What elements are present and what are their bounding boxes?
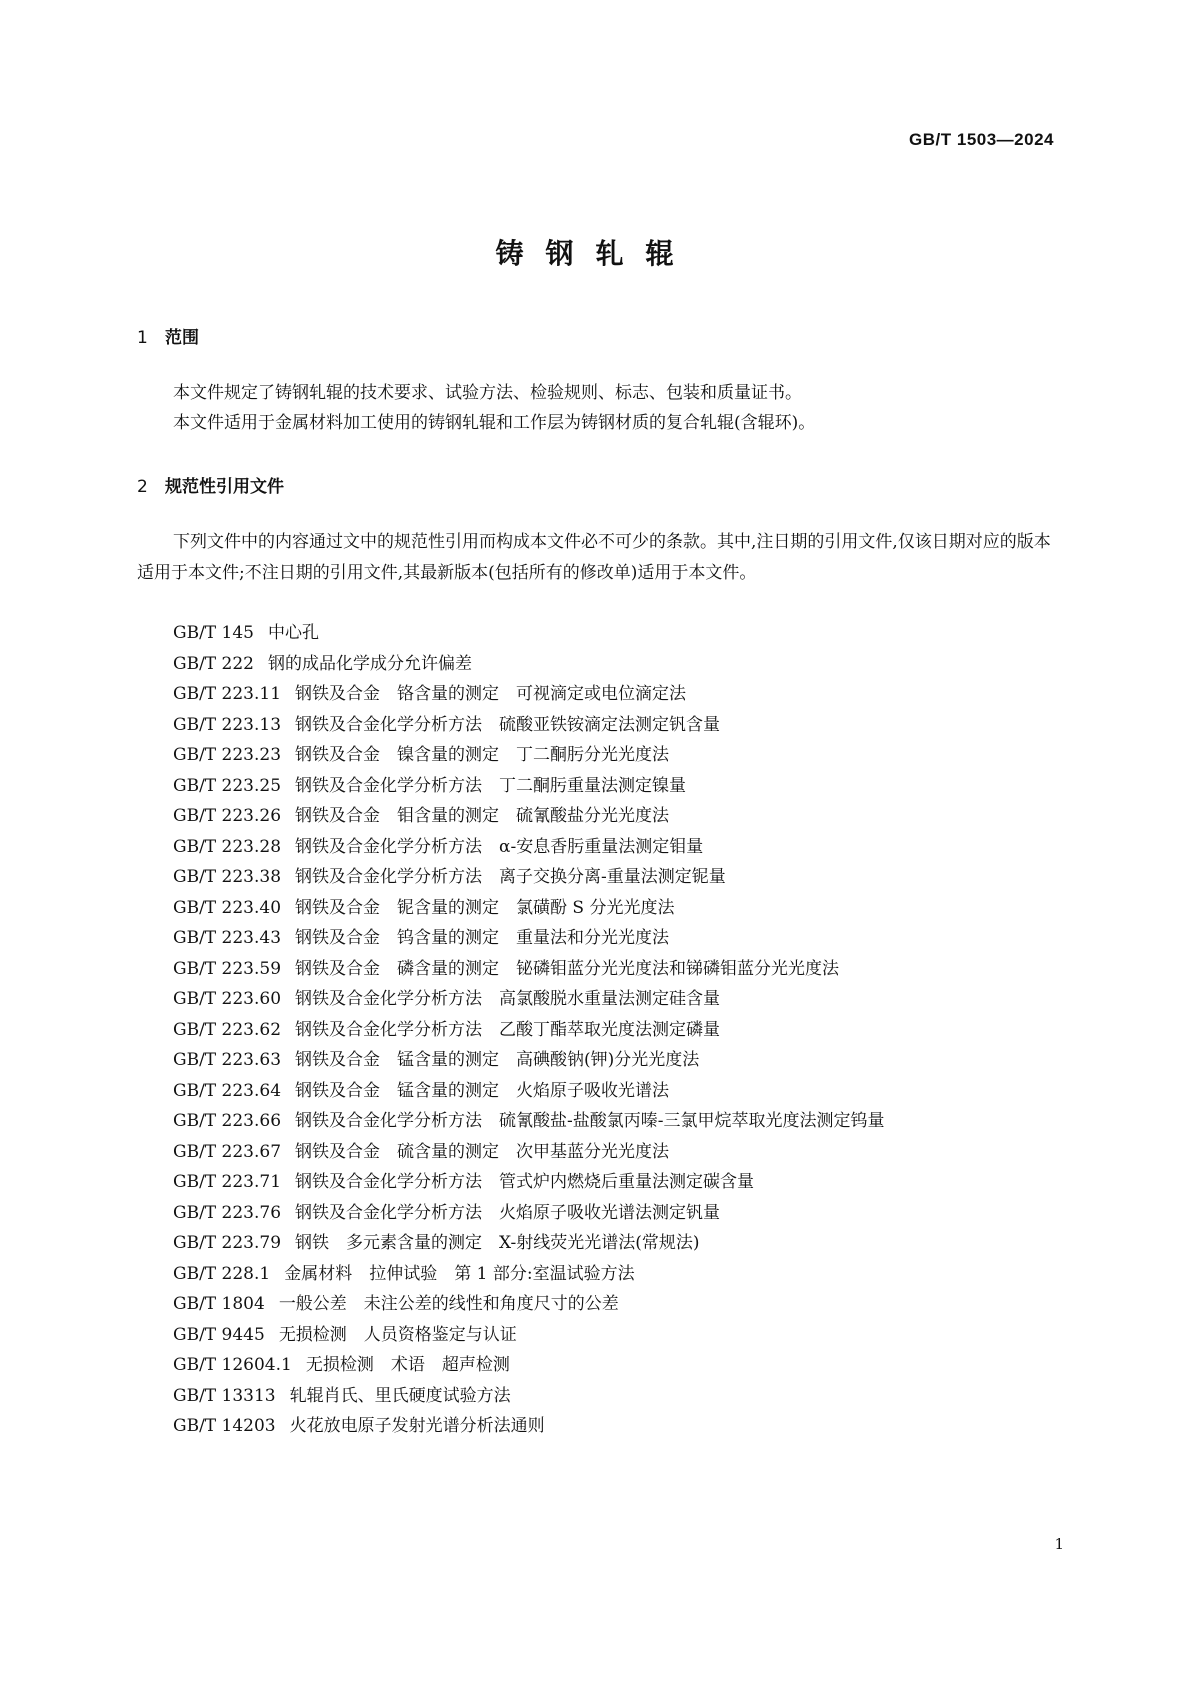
reference-code: GB/T 222: [173, 653, 254, 674]
reference-code: GB/T 223.26: [173, 806, 282, 826]
reference-code: GB/T 223.79: [173, 1233, 282, 1253]
section-2-title: 规范性引用文件: [165, 477, 284, 497]
reference-code: GB/T 223.59: [173, 958, 282, 979]
reference-title: 中心孔: [268, 623, 319, 643]
reference-title: 无损检测 人员资格鉴定与认证: [278, 1324, 517, 1345]
reference-title: 金属材料 拉伸试验 第 1 部分:室温试验方法: [284, 1263, 635, 1284]
standard-number: GB/T 1503—2024: [909, 130, 1054, 149]
reference-title: 一般公差 未注公差的线性和角度尺寸的公差: [278, 1294, 619, 1314]
reference-code: GB/T 223.62: [173, 1019, 282, 1040]
reference-title: 钢铁及合金化学分析方法 硫氰酸盐-盐酸氯丙嗪-三氯甲烷萃取光度法测定钨量: [295, 1111, 885, 1131]
section-1-paragraph-1: 本文件规定了铸钢轧辊的技术要求、试验方法、检验规则、标志、包装和质量证书。: [173, 383, 802, 403]
reference-item: [173, 801, 885, 832]
reference-title: 钢铁及合金 铬含量的测定 可视滴定或电位滴定法: [295, 684, 687, 704]
reference-code: GB/T 223.13: [173, 714, 282, 735]
reference-title: 钢铁及合金化学分析方法 丁二酮肟重量法测定镍量: [295, 775, 687, 796]
reference-title: 轧辊肖氏、里氏硬度试验方法: [289, 1385, 511, 1406]
section-2-number: 2: [137, 477, 148, 497]
reference-title: 钢铁及合金化学分析方法 硫酸亚铁铵滴定法测定钒含量: [295, 714, 721, 735]
section-2-heading: [137, 472, 284, 497]
reference-code: GB/T 228.1: [173, 1263, 271, 1284]
reference-code: GB/T 223.25: [173, 775, 282, 796]
reference-title: 钢的成品化学成分允许偏差: [268, 653, 472, 674]
reference-item: [173, 1259, 885, 1290]
reference-title: 钢铁及合金 钨含量的测定 重量法和分光光度法: [295, 928, 670, 948]
reference-title: 无损检测 术语 超声检测: [305, 1355, 510, 1375]
reference-title: 钢铁及合金化学分析方法 α-安息香肟重量法测定钼量: [295, 836, 704, 857]
reference-code: GB/T 9445: [173, 1324, 265, 1345]
reference-item: [173, 893, 885, 924]
reference-code: GB/T 223.38: [173, 867, 282, 887]
section-1-title: 范围: [165, 328, 199, 348]
reference-title: 钢铁及合金 镍含量的测定 丁二酮肟分光光度法: [295, 745, 670, 765]
reference-code: GB/T 223.64: [173, 1080, 282, 1101]
reference-code: GB/T 223.28: [173, 836, 282, 857]
reference-code: GB/T 13313: [173, 1385, 276, 1406]
reference-item: [173, 649, 885, 680]
reference-item: [173, 1106, 885, 1137]
reference-code: GB/T 223.63: [173, 1050, 282, 1070]
reference-code: GB/T 223.23: [173, 745, 282, 765]
document-title: 铸钢轧辊: [495, 237, 696, 270]
section-1-number: 1: [137, 328, 148, 348]
reference-item: [173, 679, 885, 710]
reference-item: [173, 1015, 885, 1046]
reference-item: [173, 1411, 885, 1442]
reference-item: [173, 1320, 885, 1351]
reference-item: [173, 832, 885, 863]
reference-title: 钢铁及合金 硫含量的测定 次甲基蓝分光光度法: [295, 1141, 670, 1162]
reference-item: [173, 1137, 885, 1168]
reference-item: [173, 1228, 885, 1259]
reference-code: GB/T 223.11: [173, 684, 282, 704]
reference-code: GB/T 1804: [173, 1294, 265, 1314]
section-1-paragraph-2: 本文件适用于金属材料加工使用的铸钢轧辊和工作层为铸钢材质的复合轧辊(含辊环)。: [173, 413, 816, 433]
reference-title: 钢铁及合金化学分析方法 火焰原子吸收光谱法测定钒量: [295, 1202, 721, 1223]
reference-item: [173, 1350, 885, 1381]
reference-code: GB/T 14203: [173, 1416, 276, 1436]
reference-item: [173, 862, 885, 893]
reference-code: GB/T 223.67: [173, 1141, 282, 1162]
reference-title: 钢铁及合金化学分析方法 高氯酸脱水重量法测定硅含量: [295, 989, 721, 1009]
reference-title: 钢铁及合金 锰含量的测定 高碘酸钠(钾)分光光度法: [295, 1050, 700, 1070]
reference-title: 钢铁及合金 铌含量的测定 氯磺酚 S 分光光度法: [295, 897, 675, 918]
reference-code: GB/T 223.76: [173, 1202, 282, 1223]
reference-item: [173, 740, 885, 771]
section-1-heading: [137, 323, 199, 348]
reference-item: [173, 954, 885, 985]
page-number: 1: [1054, 1535, 1064, 1553]
reference-code: GB/T 223.43: [173, 928, 282, 948]
reference-item: [173, 1289, 885, 1320]
reference-code: GB/T 12604.1: [173, 1355, 292, 1375]
reference-list: [173, 618, 885, 1442]
reference-code: GB/T 223.60: [173, 989, 282, 1009]
reference-title: 钢铁及合金化学分析方法 管式炉内燃烧后重量法测定碳含量: [295, 1172, 755, 1192]
reference-title: 钢铁及合金 磷含量的测定 铋磷钼蓝分光光度法和锑磷钼蓝分光光度法: [295, 958, 840, 979]
reference-item: [173, 1381, 885, 1412]
reference-code: GB/T 223.71: [173, 1172, 282, 1192]
reference-item: [173, 923, 885, 954]
reference-code: GB/T 223.40: [173, 897, 282, 918]
reference-title: 钢铁 多元素含量的测定 X-射线荧光光谱法(常规法): [295, 1233, 700, 1253]
reference-title: 火花放电原子发射光谱分析法通则: [289, 1416, 545, 1436]
section-2-intro: 下列文件中的内容通过文中的规范性引用而构成本文件必不可少的条款。其中,注日期的引用文件,仅该日期对应的版本适用于本文件;不注日期的引用文件,其最新版本(包括所有的修改单)适用于本文件。: [137, 532, 1051, 583]
reference-item: [173, 710, 885, 741]
reference-item: [173, 1076, 885, 1107]
reference-title: 钢铁及合金 锰含量的测定 火焰原子吸收光谱法: [295, 1080, 670, 1101]
reference-item: [173, 1045, 885, 1076]
reference-item: [173, 984, 885, 1015]
reference-code: GB/T 223.66: [173, 1111, 282, 1131]
reference-item: [173, 1198, 885, 1229]
reference-code: GB/T 145: [173, 623, 254, 643]
reference-item: [173, 618, 885, 649]
reference-item: [173, 1167, 885, 1198]
reference-title: 钢铁及合金 钼含量的测定 硫氰酸盐分光光度法: [295, 806, 670, 826]
reference-item: [173, 771, 885, 802]
reference-title: 钢铁及合金化学分析方法 离子交换分离-重量法测定铌量: [295, 867, 726, 887]
reference-title: 钢铁及合金化学分析方法 乙酸丁酯萃取光度法测定磷量: [295, 1019, 721, 1040]
